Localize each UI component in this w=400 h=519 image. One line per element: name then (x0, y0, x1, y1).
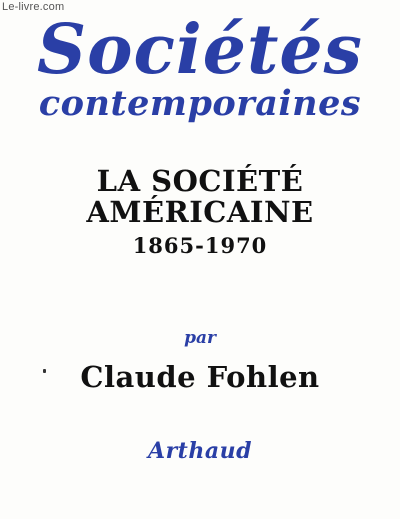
series-title: Sociétés (37, 10, 363, 90)
publisher-name: Arthaud (148, 438, 252, 464)
book-dates: 1865-1970 (132, 233, 268, 258)
series-subtitle: contemporaines (38, 83, 362, 124)
author-name: Claude Fohlen (80, 360, 320, 394)
by-label: par (184, 328, 216, 348)
watermark-text: Le-livre.com (2, 1, 65, 13)
book-title-line-1: LA SOCIÉTÉ (96, 164, 304, 198)
book-title-line-2: AMÉRICAINE (86, 195, 314, 229)
book-title (0, 166, 400, 228)
